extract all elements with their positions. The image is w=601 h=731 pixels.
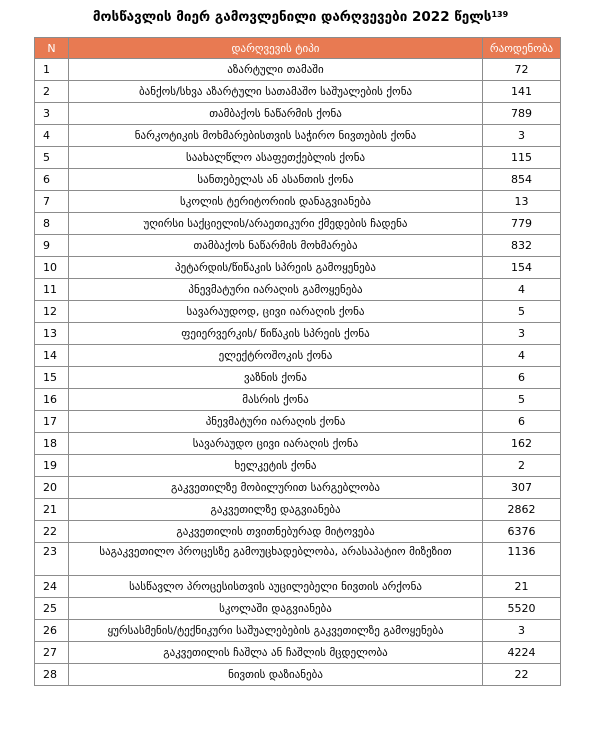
header-type: დარღვევის ტიპი bbox=[69, 38, 483, 59]
row-count: 154 bbox=[483, 257, 561, 279]
header-number: N bbox=[35, 38, 69, 59]
row-number: 23 bbox=[35, 543, 69, 576]
table-row bbox=[35, 576, 561, 598]
row-count: 779 bbox=[483, 213, 561, 235]
row-number: 24 bbox=[35, 576, 69, 598]
row-number: 26 bbox=[35, 620, 69, 642]
row-violation-type: აზარტული თამაში bbox=[69, 59, 483, 81]
row-number: 17 bbox=[35, 411, 69, 433]
row-count: 3 bbox=[483, 125, 561, 147]
table-row bbox=[35, 664, 561, 686]
table-row bbox=[35, 367, 561, 389]
row-count: 5 bbox=[483, 389, 561, 411]
row-violation-type: პნევმატური იარაღის გამოყენება bbox=[69, 279, 483, 301]
row-count: 832 bbox=[483, 235, 561, 257]
row-count: 21 bbox=[483, 576, 561, 598]
row-number: 7 bbox=[35, 191, 69, 213]
row-number: 19 bbox=[35, 455, 69, 477]
table-header-row bbox=[35, 38, 561, 59]
row-count: 141 bbox=[483, 81, 561, 103]
row-violation-type: გაკვეთილის თვითნებურად მიტოვება bbox=[69, 521, 483, 543]
table-row bbox=[35, 59, 561, 81]
row-number: 13 bbox=[35, 323, 69, 345]
row-violation-type: პეტარდის/წიწაკის სპრეის გამოყენება bbox=[69, 257, 483, 279]
table-row bbox=[35, 125, 561, 147]
title-footnote: 139 bbox=[491, 10, 509, 19]
table-row bbox=[35, 642, 561, 664]
table-row bbox=[35, 213, 561, 235]
row-number: 21 bbox=[35, 499, 69, 521]
table-row bbox=[35, 81, 561, 103]
row-number: 20 bbox=[35, 477, 69, 499]
row-violation-type: გაკვეთილზე მობილურით სარგებლობა bbox=[69, 477, 483, 499]
row-violation-type: პნევმატური იარაღის ქონა bbox=[69, 411, 483, 433]
table-row bbox=[35, 477, 561, 499]
table-row bbox=[35, 543, 561, 576]
row-count: 1136 bbox=[483, 543, 561, 576]
row-number: 14 bbox=[35, 345, 69, 367]
table-row bbox=[35, 147, 561, 169]
row-count: 4224 bbox=[483, 642, 561, 664]
row-violation-type: სასწავლო პროცესისთვის აუცილებელი ნივთის არქონა bbox=[69, 576, 483, 598]
row-violation-type: სკოლის ტერიტორიის დანაგვიანება bbox=[69, 191, 483, 213]
row-violation-type: ხელკეტის ქონა bbox=[69, 455, 483, 477]
row-violation-type: ბანქოს/სხვა აზარტული სათამაშო საშუალების ქონა bbox=[69, 81, 483, 103]
row-number: 9 bbox=[35, 235, 69, 257]
row-violation-type: ნარკოტიკის მოხმარებისთვის საჭირო ნივთების ქონა bbox=[69, 125, 483, 147]
row-violation-type: ყურსასმენის/ტექნიკური საშუალებების გაკვეთილზე გამოყენება bbox=[69, 620, 483, 642]
table-row bbox=[35, 257, 561, 279]
row-number: 10 bbox=[35, 257, 69, 279]
row-count: 22 bbox=[483, 664, 561, 686]
table-row bbox=[35, 455, 561, 477]
table-row bbox=[35, 433, 561, 455]
row-violation-type: სავარაუდო ცივი იარაღის ქონა bbox=[69, 433, 483, 455]
row-violation-type: მასრის ქონა bbox=[69, 389, 483, 411]
table-row bbox=[35, 499, 561, 521]
row-violation-type: თამბაქოს ნაწარმის მოხმარება bbox=[69, 235, 483, 257]
row-number: 4 bbox=[35, 125, 69, 147]
row-violation-type: უღირსი საქციელის/არაეთიკური ქმედების ჩადენა bbox=[69, 213, 483, 235]
table-row bbox=[35, 235, 561, 257]
row-violation-type: საგაკვეთილო პროცესზე გამოუცხადებლობა, არასაპატიო მიზეზით bbox=[69, 543, 483, 576]
row-number: 1 bbox=[35, 59, 69, 81]
row-violation-type: ელექტროშოკის ქონა bbox=[69, 345, 483, 367]
row-violation-type: ფეიერვერკის/ წიწაკის სპრეის ქონა bbox=[69, 323, 483, 345]
row-count: 6 bbox=[483, 367, 561, 389]
row-count: 854 bbox=[483, 169, 561, 191]
title-text: მოსწავლის მიერ გამოვლენილი დარღვევები 2022 წელს bbox=[92, 9, 492, 25]
row-violation-type: სკოლაში დაგვიანება bbox=[69, 598, 483, 620]
table-row bbox=[35, 323, 561, 345]
table-row bbox=[35, 169, 561, 191]
row-number: 25 bbox=[35, 598, 69, 620]
row-number: 5 bbox=[35, 147, 69, 169]
row-number: 12 bbox=[35, 301, 69, 323]
row-violation-type: თამბაქოს ნაწარმის ქონა bbox=[69, 103, 483, 125]
row-count: 115 bbox=[483, 147, 561, 169]
row-count: 5 bbox=[483, 301, 561, 323]
row-count: 4 bbox=[483, 279, 561, 301]
table-row bbox=[35, 411, 561, 433]
violations-table bbox=[34, 37, 561, 686]
row-number: 11 bbox=[35, 279, 69, 301]
table-row bbox=[35, 598, 561, 620]
row-violation-type: სანთებელას ან ასანთის ქონა bbox=[69, 169, 483, 191]
row-number: 16 bbox=[35, 389, 69, 411]
table-row bbox=[35, 301, 561, 323]
row-count: 72 bbox=[483, 59, 561, 81]
row-count: 789 bbox=[483, 103, 561, 125]
row-number: 18 bbox=[35, 433, 69, 455]
row-violation-type: სავარაუდოდ, ცივი იარაღის ქონა bbox=[69, 301, 483, 323]
row-number: 6 bbox=[35, 169, 69, 191]
row-number: 28 bbox=[35, 664, 69, 686]
table-row bbox=[35, 521, 561, 543]
row-violation-type: გაკვეთილზე დაგვიანება bbox=[69, 499, 483, 521]
row-violation-type: საახალწლო ასაფეთქებლის ქონა bbox=[69, 147, 483, 169]
row-violation-type: ნივთის დაზიანება bbox=[69, 664, 483, 686]
row-number: 15 bbox=[35, 367, 69, 389]
row-count: 307 bbox=[483, 477, 561, 499]
header-count: რაოდენობა bbox=[483, 38, 561, 59]
row-count: 6376 bbox=[483, 521, 561, 543]
table-row bbox=[35, 191, 561, 213]
page-title bbox=[0, 8, 601, 26]
row-number: 27 bbox=[35, 642, 69, 664]
table-row bbox=[35, 279, 561, 301]
table-row bbox=[35, 345, 561, 367]
row-count: 13 bbox=[483, 191, 561, 213]
table-row bbox=[35, 103, 561, 125]
row-violation-type: ვაზნის ქონა bbox=[69, 367, 483, 389]
row-number: 8 bbox=[35, 213, 69, 235]
table-row bbox=[35, 389, 561, 411]
table-row bbox=[35, 620, 561, 642]
row-number: 22 bbox=[35, 521, 69, 543]
row-count: 3 bbox=[483, 620, 561, 642]
row-count: 2862 bbox=[483, 499, 561, 521]
table-body bbox=[35, 59, 561, 686]
row-count: 4 bbox=[483, 345, 561, 367]
row-count: 6 bbox=[483, 411, 561, 433]
row-violation-type: გაკვეთილის ჩაშლა ან ჩაშლის მცდელობა bbox=[69, 642, 483, 664]
row-number: 2 bbox=[35, 81, 69, 103]
row-count: 5520 bbox=[483, 598, 561, 620]
row-count: 162 bbox=[483, 433, 561, 455]
row-count: 2 bbox=[483, 455, 561, 477]
row-number: 3 bbox=[35, 103, 69, 125]
row-count: 3 bbox=[483, 323, 561, 345]
